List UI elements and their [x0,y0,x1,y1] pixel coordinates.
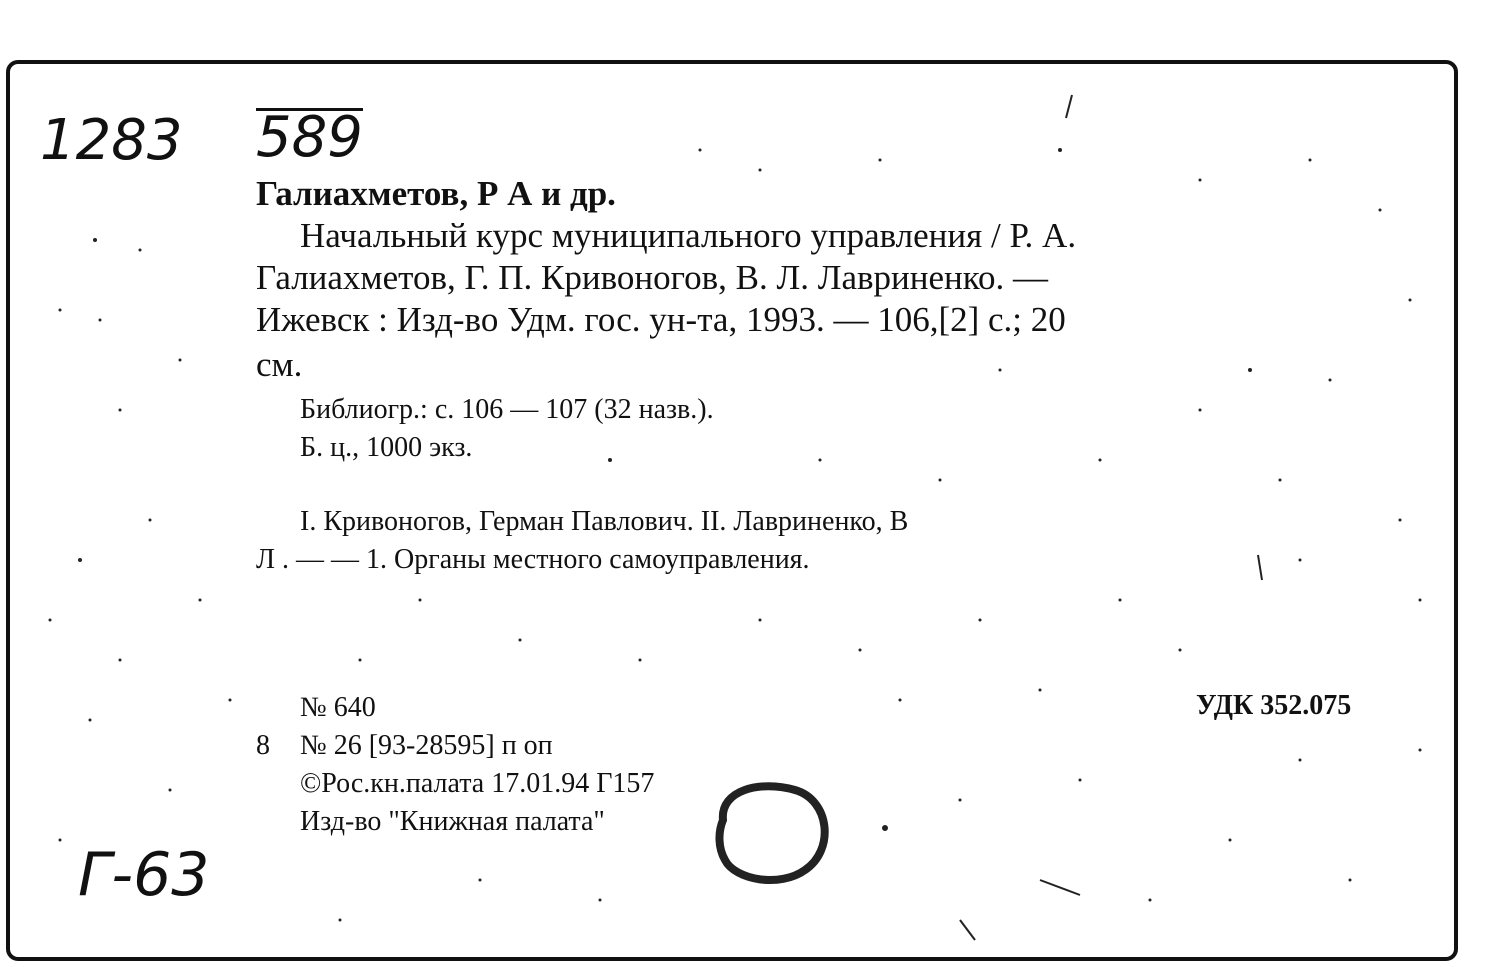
bibliography-note: Библиогр.: с. 106 — 107 (32 назв.). [300,394,714,425]
shelfmark-a: 1283 [40,108,183,173]
record-number: № 640 [300,692,376,723]
order-line: № 26 [93-28595] п оп [300,730,553,761]
tracing-line: Л . — — 1. Органы местного самоуправления. [256,544,810,575]
shelfmark-b: 589 [256,105,363,170]
publisher-line: Изд-во "Книжная палата" [300,806,605,837]
description-line: Ижевск : Изд-во Удм. гос. ун-та, 1993. — 106,[2] с.; 20 [256,300,1066,339]
price-note: Б. ц., 1000 экз. [300,432,473,463]
entry-heading: Галиахметов, Р А и др. [256,174,616,213]
card-index: 8 [256,730,270,761]
author-mark: Г-63 [78,840,210,910]
udc-code: УДК 352.075 [1196,690,1352,721]
tracing-line: I. Кривоногов, Герман Павлович. II. Лавриненко, В [300,506,909,537]
description-line: Начальный курс муниципального управления / Р. А. [300,216,1077,255]
copyright-line: ©Рос.кн.палата 17.01.94 Г157 [300,768,655,799]
description-line: Галиахметов, Г. П. Кривоногов, В. Л. Лавриненко. — [256,258,1048,297]
description-line: см. [256,345,303,384]
